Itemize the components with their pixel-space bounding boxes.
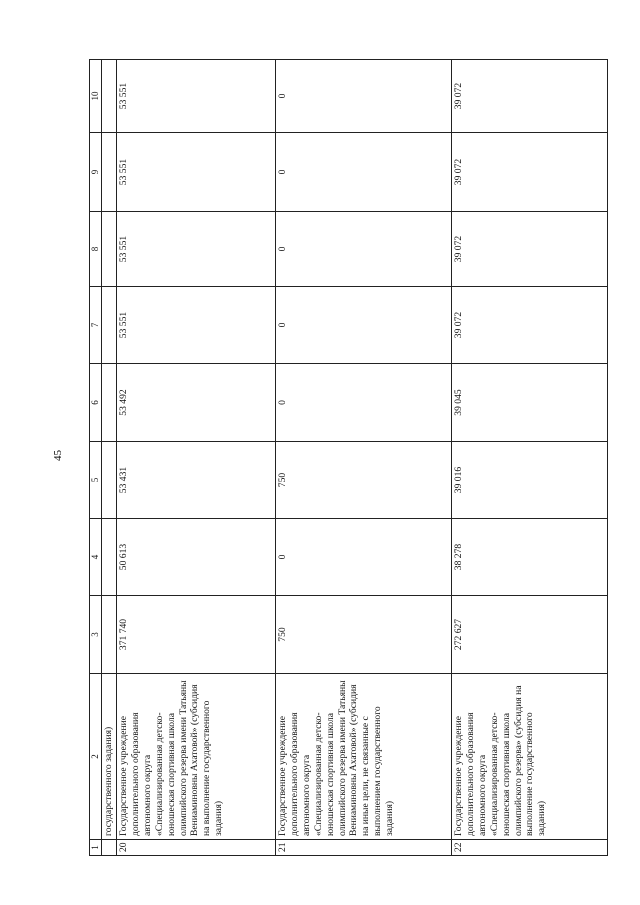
row-number: 20: [117, 840, 276, 856]
table-row: [452, 60, 608, 856]
institution-name: Государственное учреждение дополнительного образования автономного округа «Специализированная детско-юношеская спортивная школа олимпийского резерва имени Татьяны Вениаминовны Ахатовой» (субсидия на иные цели, не связанные с выполнением государственного задания): [276, 674, 452, 840]
value-col-8: 53 551: [117, 212, 276, 287]
col-header-8: 8: [90, 212, 102, 287]
table-cell: [102, 133, 117, 212]
col-header-1: 1: [90, 840, 102, 856]
value-col-9: 39 072: [452, 133, 608, 212]
value-col-5: 53 431: [117, 442, 276, 519]
col-header-3: 3: [90, 596, 102, 674]
col-header-10: 10: [90, 60, 102, 133]
value-col-4: 0: [276, 519, 452, 596]
value-col-9: 0: [276, 133, 452, 212]
institution-name: Государственное учреждение дополнительного образования автономного округа «Специализированная детско-юношеская спортивная школа олимпийского резерва имени Татьяны Вениаминовны Ахатовой» (субсидия на выполнение государственного задания): [117, 674, 276, 840]
value-col-4: 50 613: [117, 519, 276, 596]
value-col-9: 53 551: [117, 133, 276, 212]
value-col-3: 272 627: [452, 596, 608, 674]
rotated-table-wrapper: [89, 60, 594, 856]
col-header-4: 4: [90, 519, 102, 596]
value-col-5: 750: [276, 442, 452, 519]
row-number: 21: [276, 840, 452, 856]
value-col-6: 53 492: [117, 364, 276, 442]
value-col-10: 0: [276, 60, 452, 133]
table-cell: [102, 287, 117, 364]
continuation-row: [102, 60, 117, 856]
col-header-5: 5: [90, 442, 102, 519]
table-cell: [102, 212, 117, 287]
value-col-10: 53 551: [117, 60, 276, 133]
value-col-7: 53 551: [117, 287, 276, 364]
value-col-6: 39 045: [452, 364, 608, 442]
col-header-9: 9: [90, 133, 102, 212]
table-cell: [102, 519, 117, 596]
value-col-3: 750: [276, 596, 452, 674]
value-col-10: 39 072: [452, 60, 608, 133]
value-col-8: 39 072: [452, 212, 608, 287]
budget-table: [89, 59, 608, 856]
table-row: [117, 60, 276, 856]
column-number-row: [90, 60, 102, 856]
table-cell: [102, 840, 117, 856]
col-header-2: 2: [90, 674, 102, 840]
institution-name: Государственное учреждение дополнительного образования автономного округа «Специализированная детско-юношеская спортивная школа олимпийского резерва» (субсидия на выполнение государственного задания): [452, 674, 608, 840]
table-cell: [102, 442, 117, 519]
value-col-7: 39 072: [452, 287, 608, 364]
col-header-7: 7: [90, 287, 102, 364]
value-col-8: 0: [276, 212, 452, 287]
page-number: 45: [52, 450, 64, 461]
col-header-6: 6: [90, 364, 102, 442]
value-col-4: 38 278: [452, 519, 608, 596]
value-col-5: 39 016: [452, 442, 608, 519]
row-number: 22: [452, 840, 608, 856]
continuation-text: государственного задания): [102, 674, 117, 840]
value-col-7: 0: [276, 287, 452, 364]
value-col-3: 371 740: [117, 596, 276, 674]
table-cell: [102, 596, 117, 674]
value-col-6: 0: [276, 364, 452, 442]
table-cell: [102, 60, 117, 133]
table-cell: [102, 364, 117, 442]
table-row: [276, 60, 452, 856]
